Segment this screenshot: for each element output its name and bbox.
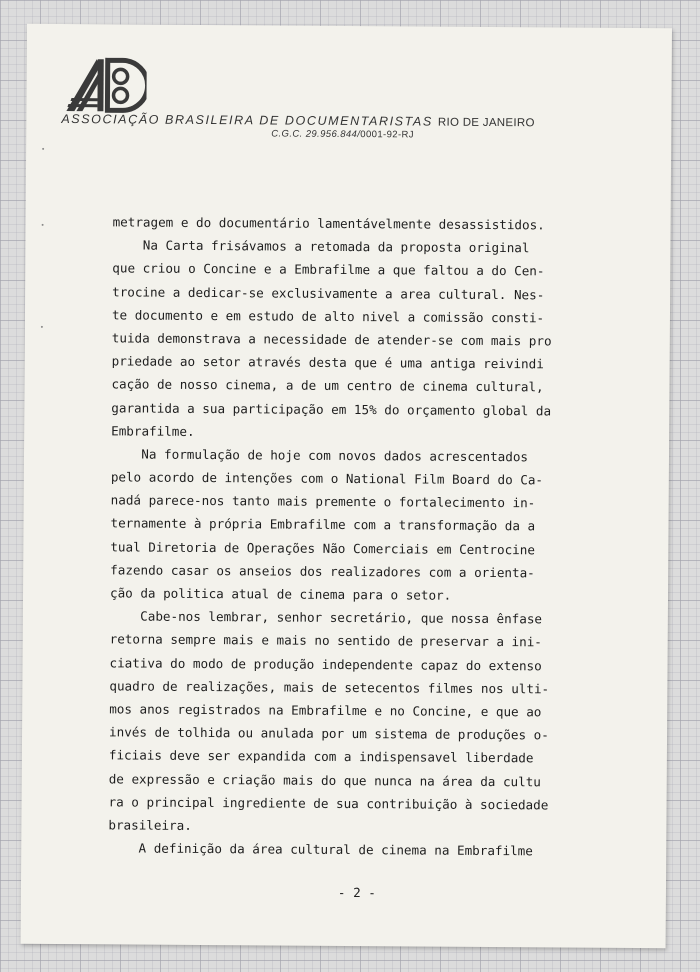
body-line: pelo acordo de intenções com o National Film Board do Ca- xyxy=(110,469,544,488)
organization-city: RIO DE JANEIRO xyxy=(437,116,535,130)
body-line: que criou o Concine e a Embrafilme a que faltou a do Cen- xyxy=(112,260,545,279)
body-line: te documento e em estudo de alto nivel a comissão consti- xyxy=(111,307,545,326)
body-line: A definição da área cultural de cinema na Embrafilme xyxy=(108,840,533,859)
body-line: priedade ao setor através desta que é uma antiga reivindi xyxy=(111,353,544,372)
body-line: ra o principal ingrediente de sua contribuição à sociedade xyxy=(108,794,549,813)
organization-name: ASSOCIAÇÃO BRASILEIRA DE DOCUMENTARISTAS xyxy=(61,111,433,129)
body-line: ção da politica atual de cinema para o setor. xyxy=(109,585,452,603)
page-number: - 2 - xyxy=(337,884,376,901)
body-line: garantida a sua participação em 15% do orçamento global da xyxy=(111,399,552,418)
margin-dot xyxy=(42,224,44,226)
body-line: de expressão e criação mais do que nunca na área da cultu xyxy=(108,770,541,789)
body-line: tual Diretoria de Operações Não Comerciais em Centrocine xyxy=(110,538,536,557)
body-line: invés de tolhida ou anulada por um sistema de produções o- xyxy=(109,724,549,743)
body-line: ficiais deve ser expandida com a indispensavel liberdade xyxy=(108,747,534,766)
body-line: fazendo casar os anseios dos realizadores com a orienta- xyxy=(110,562,535,581)
cgc-number xyxy=(271,128,534,141)
letter-body xyxy=(108,210,633,863)
body-line: brasileira. xyxy=(108,817,192,833)
document-page xyxy=(21,24,672,948)
association-logo-icon xyxy=(64,57,146,114)
body-line: tuida demonstrava a necessidade de atender-se com mais pro xyxy=(111,330,552,349)
body-line: nadá parece-nos tanto mais premente o fortalecimento in- xyxy=(110,492,536,511)
body-line: ternamente à própria Embrafilme com a transformação da a xyxy=(110,515,536,534)
body-line: Na formulação de hoje com novos dados acrescentados xyxy=(110,446,529,465)
body-line: mos anos registrados na Embrafilme e no Concine, e que ao xyxy=(109,701,542,720)
body-line: Embrafilme. xyxy=(111,423,195,439)
body-line: Cabe-nos lembrar, senhor secretário, que nossa ênfase xyxy=(109,608,543,627)
cgc-suffix: 0001-92-RJ xyxy=(360,129,414,141)
letterhead-org-line xyxy=(61,112,534,129)
cgc-prefix: C.G.C. 29.956.844/ xyxy=(271,128,361,141)
margin-dot xyxy=(41,326,43,328)
body-line: cação de nosso cinema, a de um centro de cinema cultural, xyxy=(111,376,544,395)
body-line: retorna sempre mais e mais no sentido de preservar a ini- xyxy=(109,631,542,650)
body-line: metragem e do documentário lamentávelmente desassistidos. xyxy=(112,214,545,233)
body-line: trocine a dedicar-se exclusivamente a area cultural. Nes- xyxy=(112,283,545,302)
body-line: ciativa do modo de produção independente capaz do extenso xyxy=(109,654,542,673)
body-line: quadro de realizações, mais de setecentos filmes nos ulti- xyxy=(109,678,550,697)
letterhead xyxy=(61,112,535,141)
body-line: Na Carta frisávamos a retomada da proposta original xyxy=(112,237,530,256)
margin-dot xyxy=(42,148,44,150)
